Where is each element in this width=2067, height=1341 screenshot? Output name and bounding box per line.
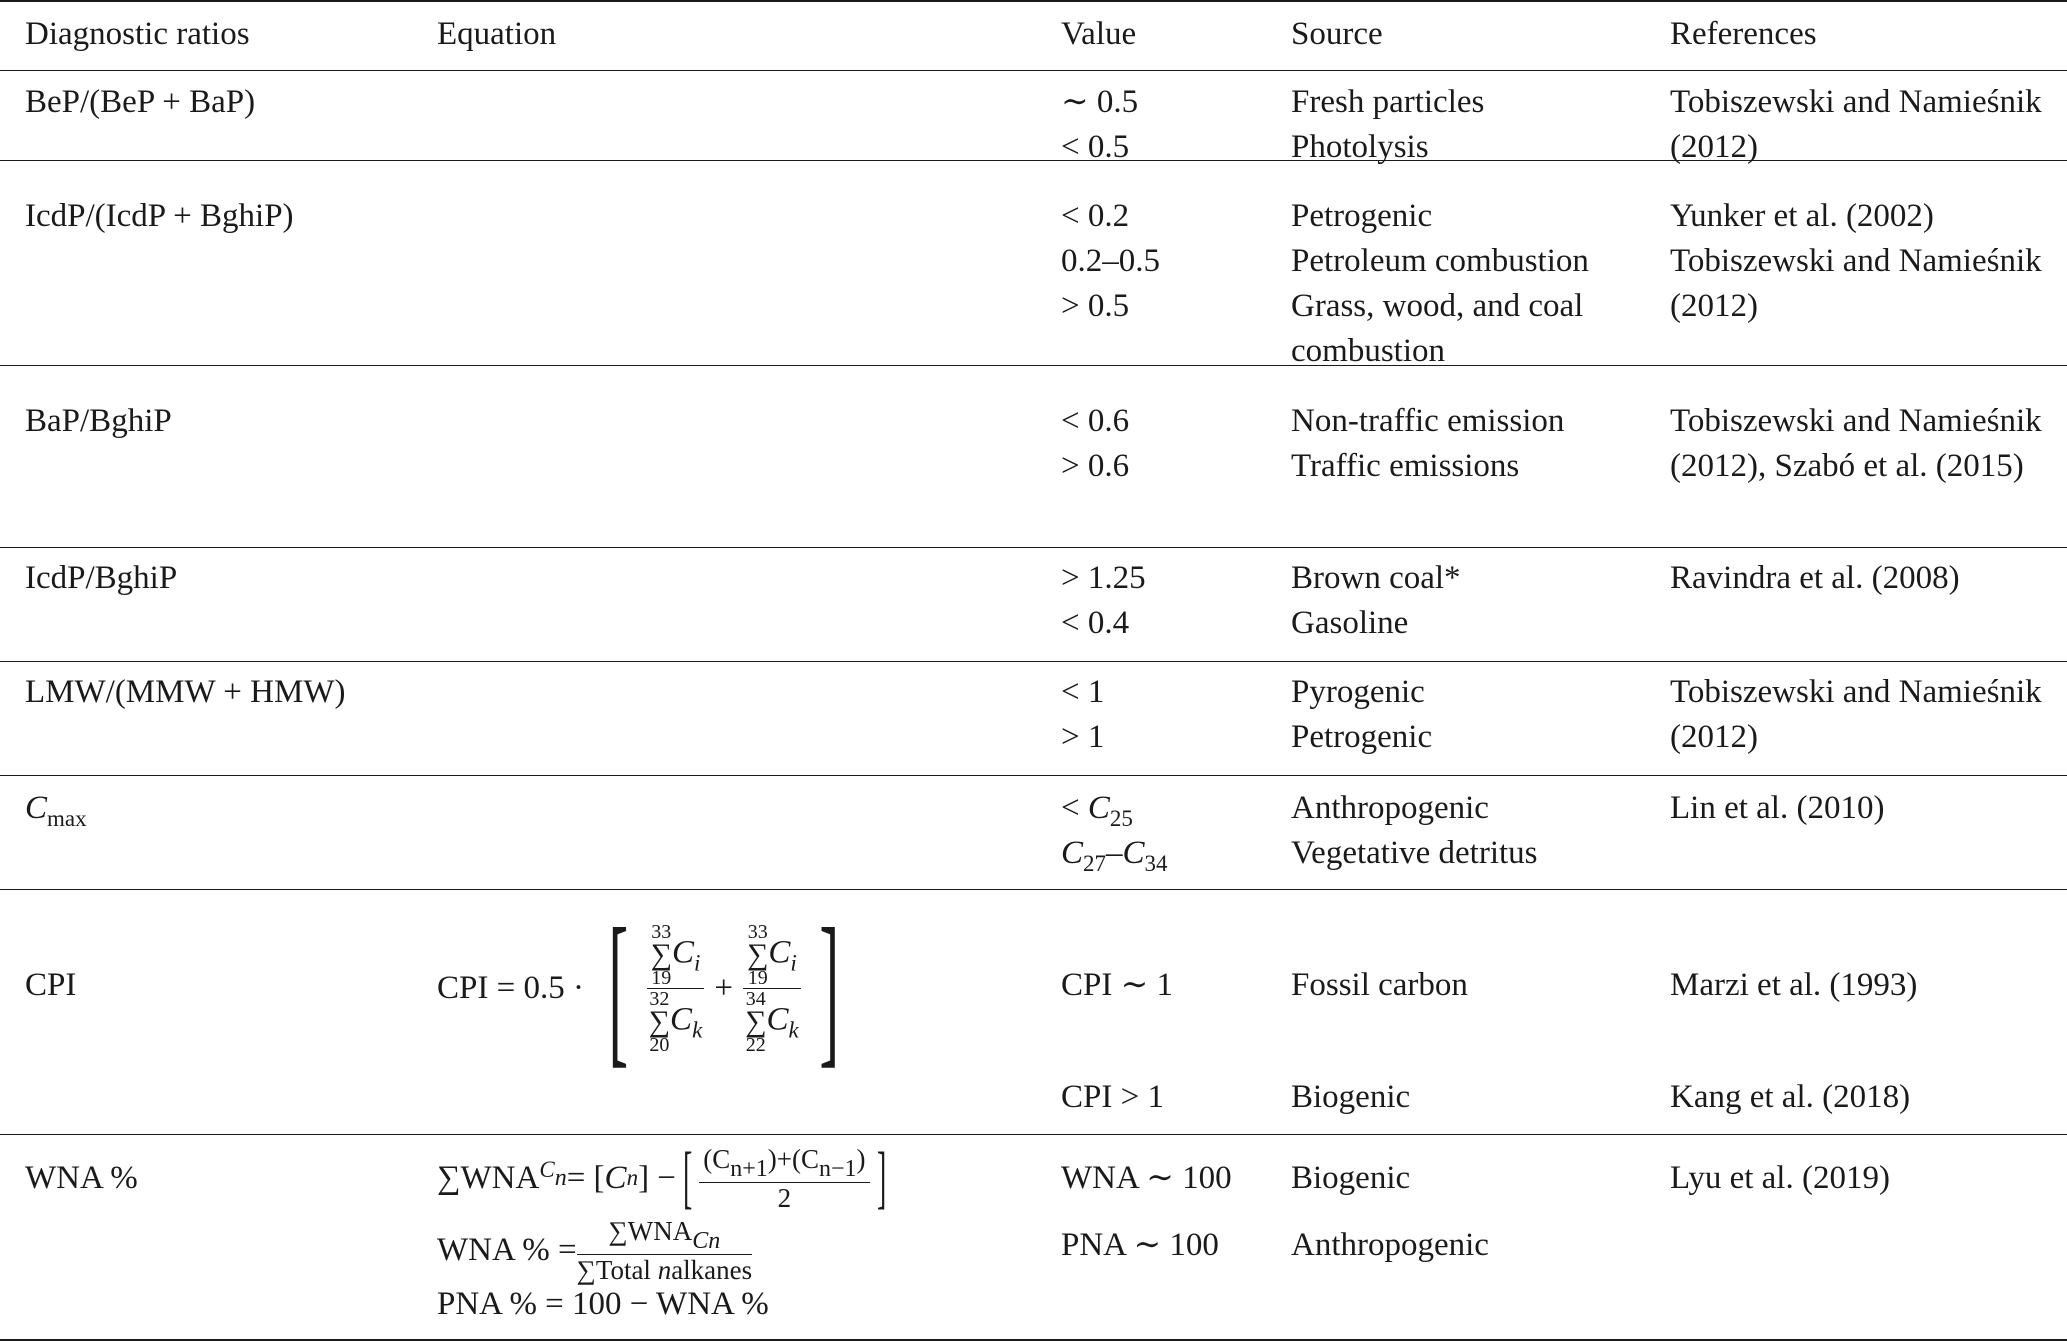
sub-n-plus-1: n+1: [730, 1155, 768, 1182]
left-bracket: [: [608, 894, 629, 1082]
ratio-cell: [25, 786, 87, 831]
header-references: References: [1670, 16, 1817, 52]
index-n: n: [708, 1227, 721, 1254]
num-part: ∑WNA: [608, 1215, 693, 1246]
cpi-fraction: [647, 922, 705, 1055]
sum-upper: 34: [745, 987, 766, 1010]
fraction-numerator: [699, 1144, 869, 1183]
source-cell: Vegetative detritus: [1291, 835, 1538, 871]
fraction-denominator: [647, 989, 705, 1055]
header-equation: Equation: [437, 16, 557, 52]
ratio-subscript: max: [47, 806, 87, 831]
sum-symbol: ∑: [648, 1004, 671, 1038]
wna-fraction: [577, 1216, 753, 1285]
ratio-cell: BeP/(BeP + BaP): [25, 84, 256, 120]
pna-equation: PNA % = 100 − WNA %: [437, 1286, 769, 1322]
den-part: ∑Total: [576, 1254, 658, 1285]
equation-lhs: WNA % =: [437, 1231, 577, 1268]
reference-cell: Tobiszewski and Namieśnik (2012), Szabó et al. (2015): [1670, 403, 2042, 484]
sum-lower: 19: [747, 966, 768, 989]
wna-fraction: [699, 1144, 869, 1213]
index-n: n: [554, 1165, 567, 1191]
value-subscript: 34: [1144, 851, 1168, 876]
value-cell: ∼ 0.5: [1061, 84, 1139, 120]
summation: [651, 922, 672, 988]
wna-text: WNA: [460, 1159, 540, 1196]
wna-equation-line-2: [437, 1215, 753, 1285]
sum-symbol: ∑: [747, 937, 769, 971]
den-part: alkanes: [671, 1254, 753, 1285]
reference-cell: Lin et al. (2010): [1670, 790, 1885, 826]
index-n: n: [657, 1254, 672, 1285]
equation-lhs: CPI = 0.5 ·: [437, 969, 584, 1006]
sum-symbol: ∑: [650, 937, 672, 971]
left-bracket: [: [682, 1139, 693, 1216]
c-symbol: C: [539, 1157, 555, 1182]
value-cell: PNA ∼ 100: [1061, 1227, 1219, 1263]
sum-lower: 20: [649, 1033, 670, 1056]
ratio-cell: IcdP/BghiP: [25, 560, 178, 596]
c-symbol: C: [604, 1159, 627, 1196]
value-cell: < 0.4: [1061, 605, 1130, 641]
fraction-denominator: [577, 1255, 753, 1285]
value-cell: > 0.6: [1061, 448, 1130, 484]
row-rule: [0, 889, 2067, 890]
c-symbol: C: [670, 1001, 693, 1038]
source-cell: Anthropogenic: [1291, 1227, 1489, 1263]
plus-sign: +: [714, 969, 733, 1006]
summation: [747, 922, 768, 988]
ratio-symbol: C: [25, 790, 48, 826]
sub-n-minus-1: n−1: [819, 1155, 857, 1182]
value-cell: 0.2–0.5: [1061, 243, 1160, 279]
minus-sign: ] −: [638, 1159, 676, 1196]
c-symbol: C: [768, 934, 791, 971]
value-dash: –: [1106, 835, 1123, 871]
source-cell: Petroleum combustion: [1291, 243, 1589, 279]
reference-cell: Kang et al. (2018): [1670, 1079, 1911, 1115]
row-rule: [0, 775, 2067, 776]
right-bracket: ]: [876, 1139, 886, 1216]
value-cell: > 0.5: [1061, 288, 1130, 324]
sum-lower: 22: [745, 1033, 766, 1056]
value-cell: < 0.2: [1061, 198, 1130, 234]
reference-cell: Tobiszewski and Namieśnik (2012): [1670, 84, 2042, 165]
header-source: Source: [1291, 16, 1383, 52]
value-cell: [1061, 786, 1133, 831]
num-part: (C: [703, 1143, 731, 1174]
reference-cell: Tobiszewski and Namieśnik (2012): [1670, 674, 2042, 755]
fraction-numerator: [577, 1216, 753, 1255]
ratio-cell: IcdP/(IcdP + BghiP): [25, 198, 294, 234]
right-bracket: ]: [819, 894, 840, 1082]
row-rule: [0, 547, 2067, 548]
source-cell: Traffic emissions: [1291, 448, 1520, 484]
index-k: k: [692, 1017, 703, 1043]
index-k: k: [788, 1017, 799, 1043]
ratio-cell: LMW/(MMW + HMW): [25, 674, 346, 710]
source-cell: Non-traffic emission: [1291, 403, 1565, 439]
sum-symbol: ∑: [745, 1004, 767, 1038]
fraction-numerator: [647, 922, 705, 989]
c-symbol: C: [671, 934, 694, 971]
value-cell: [1061, 831, 1168, 876]
header-rule: [0, 70, 2067, 71]
row-rule: [0, 1134, 2067, 1135]
cpi-equation: [437, 893, 857, 1083]
header-value: Value: [1061, 16, 1137, 52]
top-rule: [0, 0, 2067, 2]
source-cell: Fresh particles: [1291, 84, 1485, 120]
cpi-fraction: [743, 922, 801, 1055]
value-cell: WNA ∼ 100: [1061, 1160, 1232, 1196]
source-cell: Photolysis: [1291, 129, 1429, 165]
summation: [649, 989, 670, 1055]
source-cell: Brown coal*: [1291, 560, 1461, 596]
summation: [745, 989, 766, 1055]
index-i: i: [790, 950, 797, 976]
wna-equation-line-1: [437, 1139, 893, 1216]
sum-upper: 33: [651, 920, 672, 943]
reference-cell: Marzi et al. (1993): [1670, 967, 1918, 1003]
sum-symbol: ∑: [437, 1159, 461, 1196]
value-symbol: C: [1061, 835, 1084, 871]
ratio-cell: WNA %: [25, 1160, 138, 1196]
source-cell: Biogenic: [1291, 1160, 1411, 1196]
reference-cell: Lyu et al. (2019): [1670, 1160, 1890, 1196]
sum-upper: 33: [747, 920, 768, 943]
value-cell: < 0.5: [1061, 129, 1130, 165]
c-symbol: C: [692, 1227, 709, 1254]
reference-cell: Tobiszewski and Namieśnik (2012): [1670, 243, 2042, 324]
c-symbol: C: [766, 1001, 789, 1038]
value-symbol: C: [1087, 790, 1110, 826]
equals-bracket: = [: [566, 1159, 605, 1196]
value-symbol: C: [1122, 835, 1145, 871]
source-cell: Anthropogenic: [1291, 790, 1489, 826]
source-cell: Biogenic: [1291, 1079, 1411, 1115]
source-cell: Gasoline: [1291, 605, 1409, 641]
reference-cell: Ravindra et al. (2008): [1670, 560, 1960, 596]
index-n: n: [626, 1165, 639, 1190]
source-cell: Fossil carbon: [1291, 967, 1468, 1003]
reference-cell: Yunker et al. (2002): [1670, 198, 1934, 234]
value-cell: < 0.6: [1061, 403, 1130, 439]
value-subscript: 25: [1109, 806, 1133, 831]
source-cell: Petrogenic: [1291, 719, 1433, 755]
source-cell: Grass, wood, and coal combustion: [1291, 288, 1584, 369]
fraction-denominator: 2: [777, 1182, 792, 1213]
index-i: i: [693, 950, 701, 976]
ratio-cell: BaP/BghiP: [25, 403, 172, 439]
value-cell: > 1: [1061, 719, 1105, 755]
value-cell: CPI > 1: [1061, 1079, 1164, 1115]
sum-upper: 32: [649, 987, 670, 1010]
value-cell: > 1.25: [1061, 560, 1146, 596]
source-cell: Pyrogenic: [1291, 674, 1425, 710]
value-cell: < 1: [1061, 674, 1105, 710]
sum-lower: 19: [651, 966, 672, 989]
value-prefix: <: [1061, 790, 1088, 826]
ratio-cell: CPI: [25, 967, 77, 1003]
row-rule: [0, 661, 2067, 662]
num-part: )+(C: [767, 1143, 819, 1174]
fraction-numerator: [743, 922, 801, 989]
source-cell: Petrogenic: [1291, 198, 1433, 234]
num-part: ): [856, 1143, 866, 1174]
header-diagnostic-ratios: Diagnostic ratios: [25, 16, 250, 52]
row-rule: [0, 365, 2067, 366]
value-subscript: 27: [1083, 851, 1107, 876]
fraction-denominator: [743, 989, 801, 1055]
value-cell: CPI ∼ 1: [1061, 967, 1174, 1003]
